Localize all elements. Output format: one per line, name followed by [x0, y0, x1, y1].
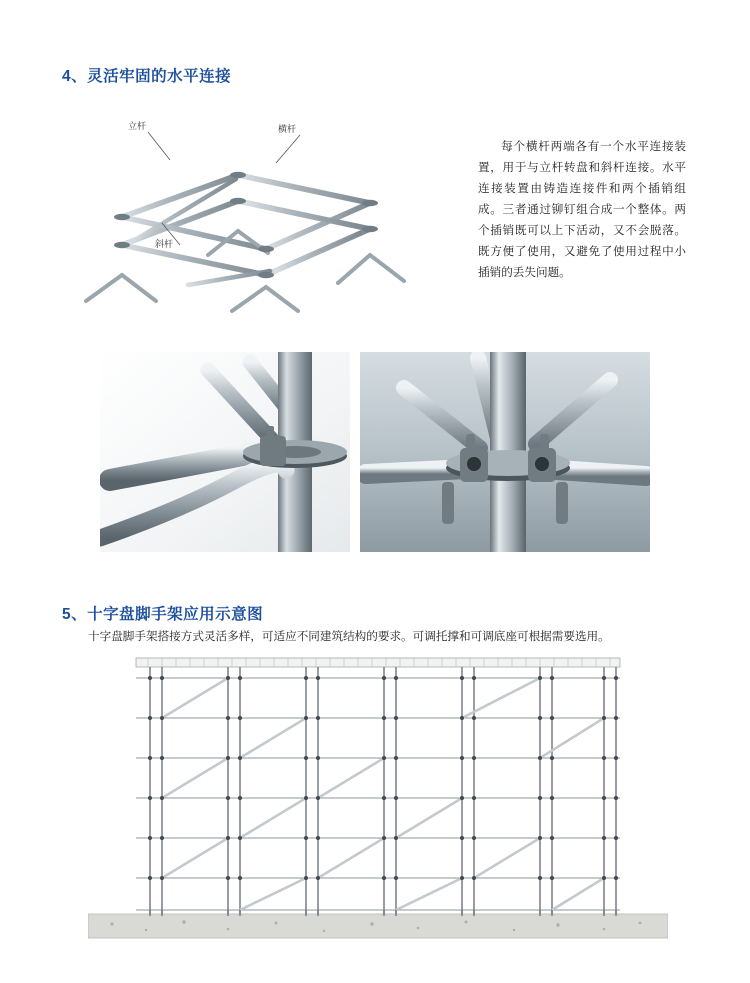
photo-right-graphic: [360, 352, 650, 552]
section-5-paragraph: 十字盘脚手架搭接方式灵活多样，可适应不同建筑结构的要求。可调托撑和可调底座可根据需要选用。: [88, 629, 610, 643]
section-heading-4: 4、灵活牢固的水平连接: [62, 68, 232, 85]
figure-scaffold-elevation: [88, 652, 668, 952]
section-heading-5: 5、十字盘脚手架应用示意图: [62, 606, 264, 623]
photo-connection-node-left: [100, 352, 350, 552]
figure-scaffold-module: [70, 105, 470, 320]
scaffold-elevation-drawing: [88, 652, 668, 952]
figure-label-vertical-post: 立杆: [128, 122, 147, 132]
photo-left-graphic: [100, 352, 350, 552]
photo-connection-node-right: [360, 352, 650, 552]
scaffold-module-drawing: [70, 105, 470, 320]
section-4-paragraph: 每个横杆两端各有一个水平连接装置，用于与立杆转盘和斜杆连接。水平连接装置由铸造连接件和两个插销组成。三者通过铆钉组合成一个整体。两个插销既可以上下活动，又不会脱落。既方便了使用，又避免了使用过程中小插销的丢失问题。: [478, 139, 686, 279]
figure-label-horizontal-bar: 横杆: [278, 125, 297, 135]
figure-label-diagonal-brace: 斜杆: [155, 240, 174, 250]
